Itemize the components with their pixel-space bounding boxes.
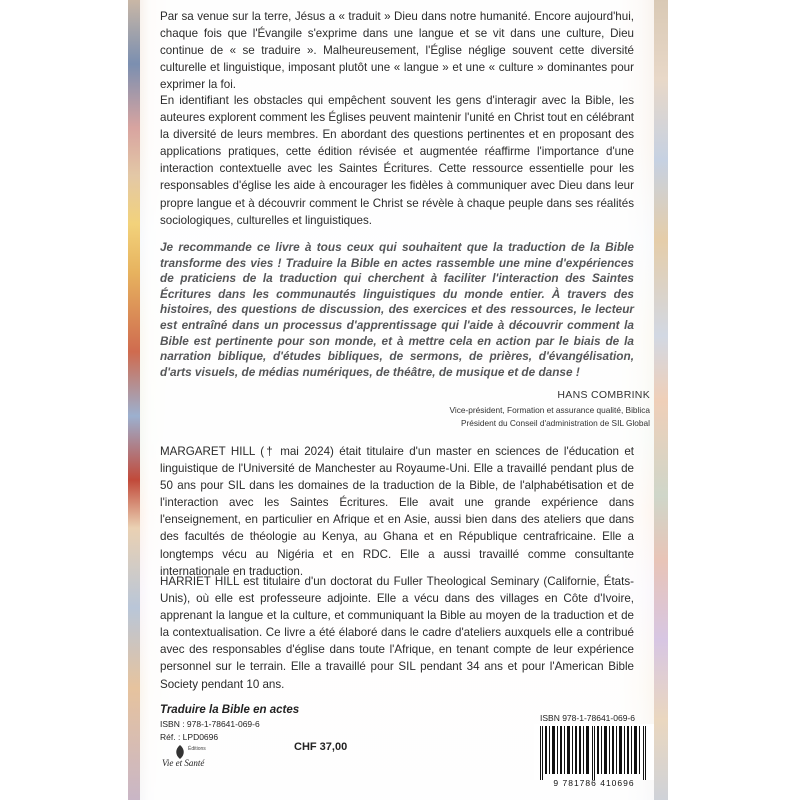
reference-text: Réf. : LPD0696 bbox=[160, 732, 219, 742]
endorsement-signature bbox=[450, 386, 650, 429]
barcode bbox=[534, 724, 654, 780]
right-paint-edge bbox=[654, 0, 668, 800]
price: CHF 37,00 bbox=[294, 741, 348, 753]
publisher-name: Vie et Santé bbox=[162, 758, 205, 768]
book-title: Traduire la Bible en actes bbox=[160, 704, 300, 716]
left-paint-edge bbox=[128, 0, 140, 800]
endorser-role-1: Vice-président, Formation et assurance qualité, Biblica bbox=[449, 405, 650, 415]
isbn-text: ISBN : 978-1-78641-069-6 bbox=[160, 719, 260, 729]
endorsement-quote: Je recommande ce livre à tous ceux qui souhaitent que la traduction de la Bible transforme des vies ! Traduire la Bible en actes rassemble une mine d'expériences de praticiens de la traduction qui cherchent à faciliter l'interaction des Saintes Écritures dans les communautés linguistiques du monde entier. À travers des histoires, des questions de discussion, des exercices et des ressources, le lecteur est entraîné dans un processus d'apprentissage qui l'aide à découvrir comment la Bible est pertinente pour son monde, et à mettre cela en action par le biais de la narration biblique, d'études bibliques, de sermons, de prières, d'évangélisation, d'arts visuels, de médias numériques, de théâtre, de musique et de danse ! bbox=[160, 240, 634, 379]
barcode-isbn: ISBN 978-1-78641-069-6 bbox=[540, 713, 635, 723]
publisher-small-label: Éditions bbox=[188, 746, 206, 752]
intro-paragraph: Par sa venue sur la terre, Jésus a « traduit » Dieu dans notre humanité. Encore aujourd'hui, chaque fois que l'Évangile s'exprime dans une langue et se vit dans une culture, Dieu continue de « se traduire ». Malheureusement, l'Église néglige souvent cette diversité culturelle et linguistique, imposant plutôt une « langue » et une « culture » dominantes pour exprimer la foi. bbox=[160, 10, 634, 92]
publisher-logo bbox=[162, 744, 222, 772]
bio-margaret-hill: MARGARET HILL († mai 2024) était titulaire d'un master en sciences de l'éducation et linguistique de l'Université de Manchester au Royaume-Uni. Elle a travaillé pendant plus de 50 ans pour SIL dans les domaines de la traduction de la Bible, de l'alphabétisation et de l'interaction avec les Saintes Écritures. Elle avait une grande expérience dans l'enseignement, en particulier en Afrique et en Asie, aussi bien dans des ateliers que dans des facultés de théologie au Kenya, au Ghana et en République centrafricaine. Elle a longtemps vécu au Nigéria et en RDC. Elle a aussi travaillé comme consultante internationale en traduction. bbox=[160, 445, 634, 578]
endorser-role-2: Président du Conseil d'administration de SIL Global bbox=[461, 417, 650, 428]
bio-harriet-hill: HARRIET HILL est titulaire d'un doctorat du Fuller Theological Seminary (Californie, États-Unis), où elle est professeure adjointe. Elle a vécu dans des villages en Côte d'Ivoire, apprenant la langue et la culture, et communiquant la Bible au moyen de la traduction et de la contextualisation. Ce livre a été élaboré dans le cadre d'ateliers auxquels elle a contribué avec des responsables d'église dans toute l'Afrique, en tenant compte de leur expérience personnel sur le terrain. Elle a travaillé pour SIL pendant 34 ans et pour l'American Bible Society pendant 10 ans. bbox=[160, 575, 634, 691]
barcode-digits: 9 781786 410696 bbox=[553, 778, 635, 788]
endorser-name: HANS COMBRINK bbox=[557, 389, 650, 401]
description-paragraph: En identifiant les obstacles qui empêchent souvent les gens d'interagir avec la Bible, les auteures explorent comment les Églises peuvent maintenir l'unité en Christ tout en célébrant la diversité de leurs membres. En abordant des questions pertinentes et en proposant des applications pratiques, cette édition révisée et augmentée réaffirme l'importance d'une interaction contextuelle avec les Saintes Écritures. Cette ressource essentielle pour les responsables d'église les aide à encourager les fidèles à communiquer avec Dieu dans leur propre langue et à découvrir comment le Christ se révèle à chaque peuple dans ses réalités sociologiques, culturelles et linguistiques. bbox=[160, 94, 634, 227]
back-cover bbox=[128, 0, 668, 800]
